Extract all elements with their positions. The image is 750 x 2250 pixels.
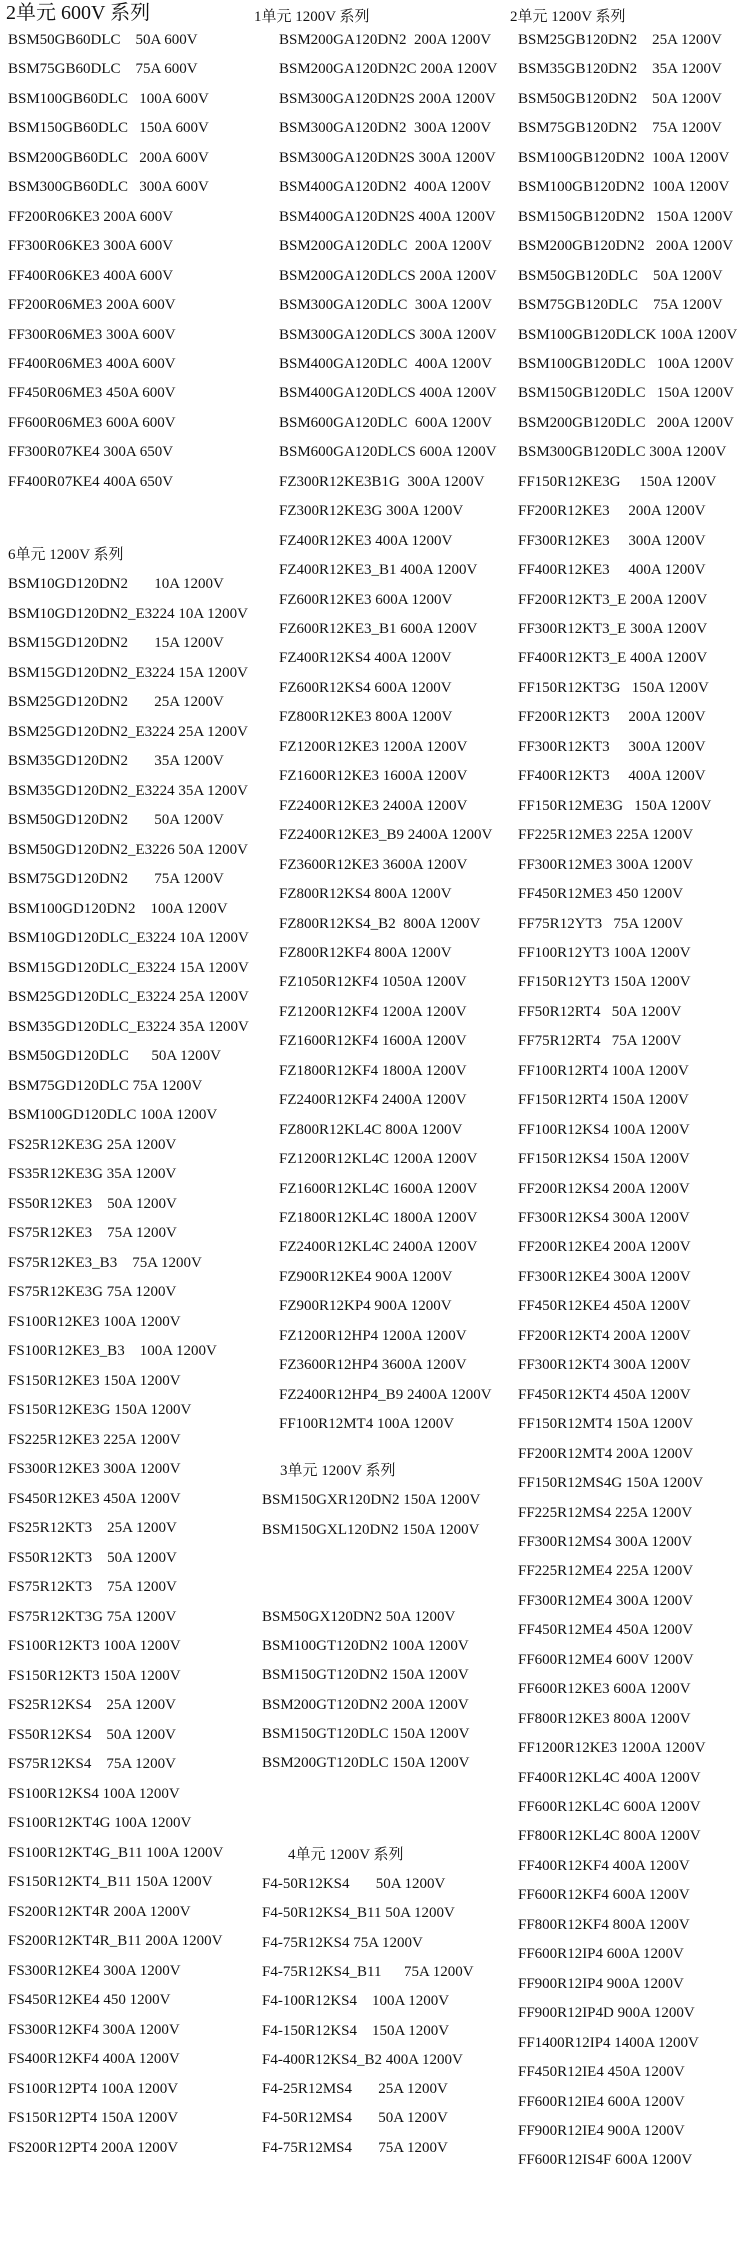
product-item: FF600R12IS4F 600A 1200V	[518, 2152, 693, 2168]
product-item: FF200R06KE3 200A 600V	[8, 209, 174, 225]
product-item: F4-50R12KS4 50A 1200V	[262, 1876, 446, 1892]
product-item: FS100R12KT4G_B11 100A 1200V	[8, 1845, 224, 1861]
product-item: BSM15GD120DN2_E3224 15A 1200V	[8, 665, 249, 681]
section-title-1u1200: 1单元 1200V 系列	[254, 9, 370, 25]
product-item: FF200R12KS4 200A 1200V	[518, 1181, 690, 1197]
product-item: F4-75R12KS4_B11 75A 1200V	[262, 1964, 474, 1980]
section-title-2u1200: 2单元 1200V 系列	[510, 9, 626, 25]
product-item: BSM15GD120DN2 15A 1200V	[8, 635, 224, 651]
product-item: FF800R12KE3 800A 1200V	[518, 1711, 691, 1727]
product-item: F4-100R12KS4 100A 1200V	[262, 1993, 450, 2009]
product-item: FZ1600R12KL4C 1600A 1200V	[279, 1181, 478, 1197]
product-item: BSM300GA120DN2 300A 1200V	[279, 120, 492, 136]
product-item: BSM100GD120DLC 100A 1200V	[8, 1107, 218, 1123]
product-item: FF800R12KL4C 800A 1200V	[518, 1828, 701, 1844]
product-item: FZ3600R12HP4 3600A 1200V	[279, 1357, 467, 1373]
product-item: F4-75R12MS4 75A 1200V	[262, 2140, 448, 2156]
product-item: BSM25GD120DLC_E3224 25A 1200V	[8, 989, 249, 1005]
product-item: F4-25R12MS4 25A 1200V	[262, 2081, 448, 2097]
product-item: FF400R12KE3 400A 1200V	[518, 562, 706, 578]
product-item: BSM10GD120DLC_E3224 10A 1200V	[8, 930, 249, 946]
product-item: FF300R12ME3 300A 1200V	[518, 857, 694, 873]
product-item: FS300R12KE4 300A 1200V	[8, 1963, 181, 1979]
product-item: FF75R12YT3 75A 1200V	[518, 916, 684, 932]
product-item: BSM200GT120DN2 200A 1200V	[262, 1697, 469, 1713]
product-item: BSM100GD120DN2 100A 1200V	[8, 901, 228, 917]
product-item: FF300R06ME3 300A 600V	[8, 327, 176, 343]
product-item: BSM300GA120DN2S 200A 1200V	[279, 91, 496, 107]
product-item: FZ300R12KE3B1G 300A 1200V	[279, 474, 485, 490]
product-item: FS100R12PT4 100A 1200V	[8, 2081, 179, 2097]
product-item: FF400R06ME3 400A 600V	[8, 356, 176, 372]
product-item: BSM100GB120DLC 100A 1200V	[518, 356, 734, 372]
product-item: FF150R12KS4 150A 1200V	[518, 1151, 690, 1167]
product-item: FF1400R12IP4 1400A 1200V	[518, 2035, 699, 2051]
product-item: BSM25GD120DN2_E3224 25A 1200V	[8, 724, 249, 740]
product-item: BSM150GB120DLC 150A 1200V	[518, 385, 734, 401]
product-item: FS200R12KT4R_B11 200A 1200V	[8, 1933, 223, 1949]
product-item: FS150R12KE3 150A 1200V	[8, 1373, 181, 1389]
product-item: FF600R12IP4 600A 1200V	[518, 1946, 684, 1962]
product-item: FF200R12KT4 200A 1200V	[518, 1328, 691, 1344]
product-item: FF150R12MS4G 150A 1200V	[518, 1475, 704, 1491]
product-item: BSM25GD120DN2 25A 1200V	[8, 694, 224, 710]
product-item: FZ2400R12KF4 2400A 1200V	[279, 1092, 467, 1108]
product-item: FF200R12KE4 200A 1200V	[518, 1239, 691, 1255]
product-item: BSM300GA120DLC 300A 1200V	[279, 297, 492, 313]
product-item: FF300R12KS4 300A 1200V	[518, 1210, 690, 1226]
product-item: FF800R12KF4 800A 1200V	[518, 1917, 690, 1933]
product-item: FS75R12KE3 75A 1200V	[8, 1225, 177, 1241]
product-item: FF400R12KF4 400A 1200V	[518, 1858, 690, 1874]
product-item: FZ900R12KE4 900A 1200V	[279, 1269, 453, 1285]
product-item: FZ600R12KE3_B1 600A 1200V	[279, 621, 478, 637]
product-item: BSM50GD120DN2 50A 1200V	[8, 812, 224, 828]
product-item: FF50R12RT4 50A 1200V	[518, 1004, 682, 1020]
product-item: FF200R12KT3_E 200A 1200V	[518, 592, 708, 608]
product-item: FF600R12KF4 600A 1200V	[518, 1887, 690, 1903]
product-item: FF200R12MT4 200A 1200V	[518, 1446, 694, 1462]
product-item: F4-400R12KS4_B2 400A 1200V	[262, 2052, 463, 2068]
product-item: FF600R12KE3 600A 1200V	[518, 1681, 691, 1697]
product-item: BSM50GB120DLC 50A 1200V	[518, 268, 723, 284]
product-item: F4-75R12KS4 75A 1200V	[262, 1935, 423, 1951]
product-item: FS50R12KE3 50A 1200V	[8, 1196, 177, 1212]
product-item: FF300R12ME4 300A 1200V	[518, 1593, 694, 1609]
product-item: BSM150GT120DN2 150A 1200V	[262, 1667, 469, 1683]
product-item: FZ1050R12KF4 1050A 1200V	[279, 974, 467, 990]
product-item: FF450R12ME4 450A 1200V	[518, 1622, 694, 1638]
product-item: BSM50GD120DLC 50A 1200V	[8, 1048, 221, 1064]
product-item: FS100R12KT3 100A 1200V	[8, 1638, 181, 1654]
product-item: FF900R12IP4D 900A 1200V	[518, 2005, 695, 2021]
product-item: BSM75GB120DN2 75A 1200V	[518, 120, 722, 136]
product-item: FF300R12KT4 300A 1200V	[518, 1357, 691, 1373]
product-item: BSM100GT120DN2 100A 1200V	[262, 1638, 469, 1654]
product-item: FS450R12KE3 450A 1200V	[8, 1491, 181, 1507]
product-item: FF200R06ME3 200A 600V	[8, 297, 176, 313]
product-item: FZ1800R12KL4C 1800A 1200V	[279, 1210, 478, 1226]
product-item: FF600R12ME4 600V 1200V	[518, 1652, 694, 1668]
product-item: FZ800R12KL4C 800A 1200V	[279, 1122, 463, 1138]
product-item: BSM600GA120DLC 600A 1200V	[279, 415, 492, 431]
product-item: FS400R12KF4 400A 1200V	[8, 2051, 180, 2067]
product-item: FZ1200R12KF4 1200A 1200V	[279, 1004, 467, 1020]
product-item: FF450R12KE4 450A 1200V	[518, 1298, 691, 1314]
product-item: FS25R12KE3G 25A 1200V	[8, 1137, 177, 1153]
product-item: BSM200GB60DLC 200A 600V	[8, 150, 209, 166]
product-item: FF100R12MT4 100A 1200V	[279, 1416, 455, 1432]
product-item: FF400R06KE3 400A 600V	[8, 268, 174, 284]
product-item: BSM35GB120DN2 35A 1200V	[518, 61, 722, 77]
product-item: BSM35GD120DN2 35A 1200V	[8, 753, 224, 769]
product-item: FF300R12KT3_E 300A 1200V	[518, 621, 708, 637]
product-item: FF450R12IE4 450A 1200V	[518, 2064, 685, 2080]
product-item: FF75R12RT4 75A 1200V	[518, 1033, 682, 1049]
product-item: FS35R12KE3G 35A 1200V	[8, 1166, 177, 1182]
product-item: BSM200GB120DN2 200A 1200V	[518, 238, 734, 254]
product-item: BSM200GB120DLC 200A 1200V	[518, 415, 734, 431]
product-item: FF450R12KT4 450A 1200V	[518, 1387, 691, 1403]
product-item: FS25R12KS4 25A 1200V	[8, 1697, 176, 1713]
product-item: BSM75GD120DN2 75A 1200V	[8, 871, 224, 887]
product-item: FF900R12IP4 900A 1200V	[518, 1976, 684, 1992]
product-item: FS75R12KE3_B3 75A 1200V	[8, 1255, 202, 1271]
product-item: FZ1600R12KE3 1600A 1200V	[279, 768, 468, 784]
product-item: FF225R12ME4 225A 1200V	[518, 1563, 694, 1579]
product-item: FZ900R12KP4 900A 1200V	[279, 1298, 452, 1314]
product-item: FZ1200R12HP4 1200A 1200V	[279, 1328, 467, 1344]
product-item: FS200R12PT4 200A 1200V	[8, 2140, 179, 2156]
section-title-4u1200: 4单元 1200V 系列	[288, 1847, 404, 1863]
product-item: FS150R12KT4_B11 150A 1200V	[8, 1874, 213, 1890]
product-item: FF450R06ME3 450A 600V	[8, 385, 176, 401]
product-item: FZ600R12KE3 600A 1200V	[279, 592, 453, 608]
product-item: FF200R12KT3 200A 1200V	[518, 709, 706, 725]
product-item: BSM300GB120DLC 300A 1200V	[518, 444, 727, 460]
product-item: BSM200GT120DLC 150A 1200V	[262, 1755, 470, 1771]
product-item: FZ800R12KF4 800A 1200V	[279, 945, 452, 961]
product-item: FF300R06KE3 300A 600V	[8, 238, 174, 254]
product-item: FS75R12KT3 75A 1200V	[8, 1579, 177, 1595]
product-item: FF100R12YT3 100A 1200V	[518, 945, 691, 961]
product-item: BSM75GB60DLC 75A 600V	[8, 61, 198, 77]
product-item: BSM150GB120DN2 150A 1200V	[518, 209, 734, 225]
product-item: FF150R12ME3G 150A 1200V	[518, 798, 712, 814]
product-item: FF450R12ME3 450 1200V	[518, 886, 684, 902]
product-item: FZ2400R12KE3_B9 2400A 1200V	[279, 827, 493, 843]
product-item: FS300R12KF4 300A 1200V	[8, 2022, 180, 2038]
product-item: FZ2400R12HP4_B9 2400A 1200V	[279, 1387, 492, 1403]
product-item: F4-50R12MS4 50A 1200V	[262, 2110, 448, 2126]
product-item: FS50R12KS4 50A 1200V	[8, 1727, 176, 1743]
product-item: BSM50GB60DLC 50A 600V	[8, 32, 198, 48]
product-item: FZ1800R12KF4 1800A 1200V	[279, 1063, 467, 1079]
product-item: FS450R12KE4 450 1200V	[8, 1992, 171, 2008]
product-item: FS100R12KS4 100A 1200V	[8, 1786, 180, 1802]
product-item: BSM100GB120DN2 100A 1200V	[518, 150, 730, 166]
product-item: BSM400GA120DN2S 400A 1200V	[279, 209, 496, 225]
product-item: BSM100GB60DLC 100A 600V	[8, 91, 209, 107]
product-item: FS100R12KE3 100A 1200V	[8, 1314, 181, 1330]
product-item: BSM50GX120DN2 50A 1200V	[262, 1609, 456, 1625]
product-item: FF600R12IE4 600A 1200V	[518, 2094, 685, 2110]
product-item: FS75R12KS4 75A 1200V	[8, 1756, 176, 1772]
section-title-6u1200: 6单元 1200V 系列	[8, 547, 124, 563]
product-item: FS300R12KE3 300A 1200V	[8, 1461, 181, 1477]
product-item: BSM50GD120DN2_E3226 50A 1200V	[8, 842, 249, 858]
product-item: FS200R12KT4R 200A 1200V	[8, 1904, 191, 1920]
product-item: BSM300GA120DLCS 300A 1200V	[279, 327, 497, 343]
product-item: FS150R12PT4 150A 1200V	[8, 2110, 179, 2126]
product-item: FS150R12KT3 150A 1200V	[8, 1668, 181, 1684]
product-item: BSM100GB120DLCK 100A 1200V	[518, 327, 738, 343]
product-item: BSM150GT120DLC 150A 1200V	[262, 1726, 470, 1742]
product-item: FZ800R12KE3 800A 1200V	[279, 709, 453, 725]
product-item: FZ400R12KE3 400A 1200V	[279, 533, 453, 549]
product-item: FZ400R12KE3_B1 400A 1200V	[279, 562, 478, 578]
product-item: BSM400GA120DLCS 400A 1200V	[279, 385, 497, 401]
product-item: BSM600GA120DLCS 600A 1200V	[279, 444, 497, 460]
product-item: FZ400R12KS4 400A 1200V	[279, 650, 452, 666]
product-item: BSM400GA120DN2 400A 1200V	[279, 179, 492, 195]
product-item: FF300R12KE3 300A 1200V	[518, 533, 706, 549]
product-item: FZ1200R12KE3 1200A 1200V	[279, 739, 468, 755]
product-item: F4-150R12KS4 150A 1200V	[262, 2023, 450, 2039]
product-item: FF300R12KE4 300A 1200V	[518, 1269, 691, 1285]
section-title-2u600: 2单元 600V 系列	[6, 2, 151, 24]
product-item: FS75R12KT3G 75A 1200V	[8, 1609, 177, 1625]
product-item: FF225R12MS4 225A 1200V	[518, 1505, 693, 1521]
product-item: FS25R12KT3 25A 1200V	[8, 1520, 177, 1536]
product-item: FZ2400R12KL4C 2400A 1200V	[279, 1239, 478, 1255]
product-item: BSM300GA120DN2S 300A 1200V	[279, 150, 496, 166]
product-item: BSM300GB60DLC 300A 600V	[8, 179, 209, 195]
product-item: FF300R12MS4 300A 1200V	[518, 1534, 693, 1550]
product-item: FF150R12KT3G 150A 1200V	[518, 680, 709, 696]
product-item: BSM10GD120DN2 10A 1200V	[8, 576, 224, 592]
product-item: BSM150GXR120DN2 150A 1200V	[262, 1492, 481, 1508]
product-item: FS225R12KE3 225A 1200V	[8, 1432, 181, 1448]
product-item: BSM200GA120DLCS 200A 1200V	[279, 268, 497, 284]
product-item: FF300R07KE4 300A 650V	[8, 444, 174, 460]
product-item: FZ600R12KS4 600A 1200V	[279, 680, 452, 696]
product-item: FF400R12KT3 400A 1200V	[518, 768, 706, 784]
product-item: BSM35GD120DN2_E3224 35A 1200V	[8, 783, 249, 799]
product-item: FZ800R12KS4_B2 800A 1200V	[279, 916, 481, 932]
product-item: BSM200GA120DLC 200A 1200V	[279, 238, 492, 254]
product-item: FZ300R12KE3G 300A 1200V	[279, 503, 464, 519]
product-item: FF600R06ME3 600A 600V	[8, 415, 176, 431]
product-item: FS75R12KE3G 75A 1200V	[8, 1284, 177, 1300]
product-item: FF400R12KL4C 400A 1200V	[518, 1770, 701, 1786]
product-item: FF225R12ME3 225A 1200V	[518, 827, 694, 843]
product-item: BSM150GB60DLC 150A 600V	[8, 120, 209, 136]
product-item: FZ2400R12KE3 2400A 1200V	[279, 798, 468, 814]
product-item: BSM150GXL120DN2 150A 1200V	[262, 1522, 480, 1538]
product-item: FF150R12RT4 150A 1200V	[518, 1092, 689, 1108]
product-item: BSM400GA120DLC 400A 1200V	[279, 356, 492, 372]
product-item: FF400R07KE4 400A 650V	[8, 474, 174, 490]
product-item: FF300R12KT3 300A 1200V	[518, 739, 706, 755]
product-item: FF600R12KL4C 600A 1200V	[518, 1799, 701, 1815]
product-item: FZ3600R12KE3 3600A 1200V	[279, 857, 468, 873]
product-item: BSM35GD120DLC_E3224 35A 1200V	[8, 1019, 249, 1035]
product-item: FF400R12KT3_E 400A 1200V	[518, 650, 708, 666]
product-item: FZ800R12KS4 800A 1200V	[279, 886, 452, 902]
product-item: FF100R12KS4 100A 1200V	[518, 1122, 690, 1138]
product-item: BSM200GA120DN2 200A 1200V	[279, 32, 492, 48]
product-item: FF100R12RT4 100A 1200V	[518, 1063, 689, 1079]
product-item: FZ1600R12KF4 1600A 1200V	[279, 1033, 467, 1049]
product-item: BSM75GD120DLC 75A 1200V	[8, 1078, 203, 1094]
product-item: FF150R12KE3G 150A 1200V	[518, 474, 717, 490]
product-item: FZ1200R12KL4C 1200A 1200V	[279, 1151, 478, 1167]
product-item: FS100R12KE3_B3 100A 1200V	[8, 1343, 217, 1359]
product-item: BSM75GB120DLC 75A 1200V	[518, 297, 723, 313]
product-item: BSM15GD120DLC_E3224 15A 1200V	[8, 960, 249, 976]
product-item: FF200R12KE3 200A 1200V	[518, 503, 706, 519]
product-item: BSM50GB120DN2 50A 1200V	[518, 91, 722, 107]
product-item: BSM200GA120DN2C 200A 1200V	[279, 61, 498, 77]
section-title-3u1200: 3单元 1200V 系列	[280, 1463, 396, 1479]
product-item: FS100R12KT4G 100A 1200V	[8, 1815, 192, 1831]
product-item: FS150R12KE3G 150A 1200V	[8, 1402, 192, 1418]
product-item: BSM10GD120DN2_E3224 10A 1200V	[8, 606, 249, 622]
product-item: BSM25GB120DN2 25A 1200V	[518, 32, 722, 48]
product-item: FF150R12YT3 150A 1200V	[518, 974, 691, 990]
product-item: FS50R12KT3 50A 1200V	[8, 1550, 177, 1566]
product-item: F4-50R12KS4_B11 50A 1200V	[262, 1905, 455, 1921]
product-item: FF150R12MT4 150A 1200V	[518, 1416, 694, 1432]
product-item: FF900R12IE4 900A 1200V	[518, 2123, 685, 2139]
product-item: BSM100GB120DN2 100A 1200V	[518, 179, 730, 195]
product-item: FF1200R12KE3 1200A 1200V	[518, 1740, 706, 1756]
